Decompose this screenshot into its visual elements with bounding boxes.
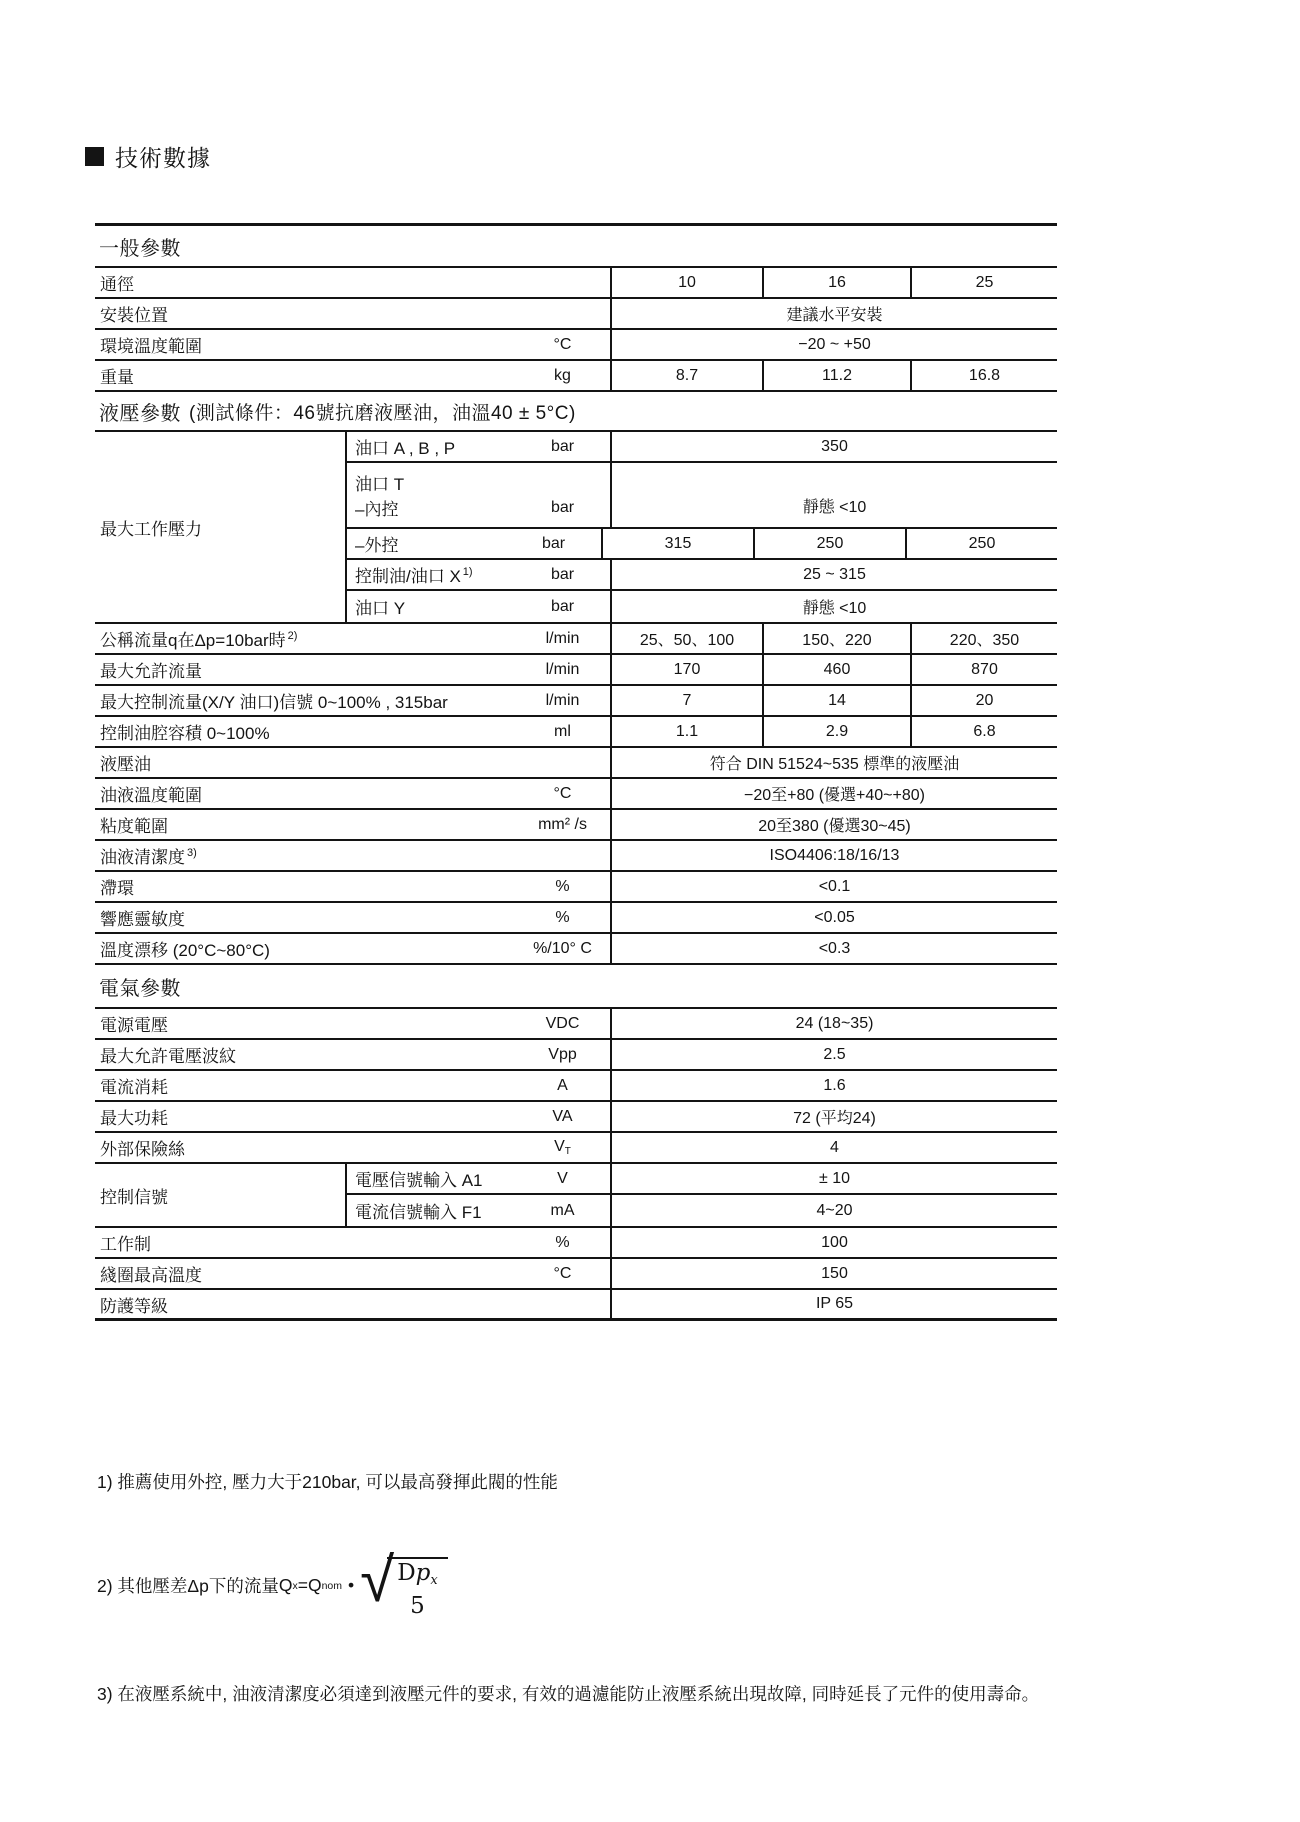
row-unit: bar <box>550 565 575 583</box>
row-value-merged: 100 <box>610 1228 1057 1257</box>
row-value-merged: −20至+80 (優選+40~+80) <box>610 779 1057 808</box>
row-label: 最大功耗 <box>100 1109 168 1128</box>
row-value-merged: 4 <box>610 1133 1057 1162</box>
row-value-merged: 4~20 <box>610 1195 1057 1226</box>
table-row <box>95 268 1057 299</box>
table-row <box>95 717 1057 748</box>
table-row <box>95 903 1057 934</box>
table-row <box>95 748 1057 779</box>
row-value: 10 <box>610 268 762 297</box>
row-unit: VA <box>552 1107 573 1125</box>
group-label: 控制信號 <box>100 1187 168 1207</box>
row-sublabel: 油口 Y <box>355 599 406 618</box>
row-label: 粘度範圍 <box>100 817 168 836</box>
row-value-merged: 72 (平均24) <box>610 1102 1057 1131</box>
row-label: 最大允許流量 <box>100 662 202 681</box>
footnote-ref: 1) <box>462 566 473 578</box>
row-label: 綫圈最高溫度 <box>100 1266 202 1285</box>
row-value: 16.8 <box>910 361 1057 390</box>
table-row <box>95 299 1057 330</box>
row-unit: A <box>557 1076 568 1094</box>
row-label: 液壓油 <box>100 755 151 774</box>
table-row <box>95 841 1057 872</box>
row-label: 控制油腔容積 0~100% <box>100 724 270 743</box>
row-unit: bar <box>550 597 575 615</box>
table-row <box>95 330 1057 361</box>
table-row <box>95 1009 1057 1040</box>
row-label: 外部保險絲 <box>100 1140 185 1159</box>
table-row <box>95 655 1057 686</box>
table-row <box>347 591 1057 622</box>
row-label: 環境溫度範圍 <box>100 337 202 356</box>
row-value: 20 <box>910 686 1057 715</box>
row-label: 電流消耗 <box>100 1078 168 1097</box>
test-condition: (測試條件：46號抗磨液壓油，油溫40 ± 5°C) <box>189 402 576 424</box>
row-label: 溫度漂移 (20°C~80°C) <box>100 941 270 960</box>
table-row <box>95 1071 1057 1102</box>
row-value-merged: <0.05 <box>610 903 1057 932</box>
row-label: 防護等級 <box>100 1296 168 1316</box>
row-value-merged: 20至380 (優選30~45) <box>610 810 1057 839</box>
row-value: 11.2 <box>762 361 910 390</box>
row-unit: °C <box>553 335 572 353</box>
footnote-2: 2) 其他壓差Δp下的流量 Q x = Q nom • √ $Dp_x$ 5 <box>97 1552 1237 1619</box>
row-value-merged: 25 ~ 315 <box>610 560 1057 589</box>
row-value: 8.7 <box>610 361 762 390</box>
square-root-formula <box>360 1546 448 1619</box>
table-row <box>347 560 1057 591</box>
row-unit: l/min <box>545 629 580 647</box>
row-unit: % <box>555 908 570 926</box>
table-row <box>95 1228 1057 1259</box>
page-title <box>85 140 1300 173</box>
row-sublabel: 油口 T –內控 <box>355 475 405 519</box>
row-value: 250 <box>753 529 905 558</box>
row-value: 170 <box>610 655 762 684</box>
row-value-merged: 150 <box>610 1259 1057 1288</box>
row-unit: VDC <box>545 1014 580 1032</box>
row-label: 工作制 <box>100 1235 151 1254</box>
row-label: 通徑 <box>100 275 134 294</box>
technical-data-table <box>95 223 1057 1321</box>
row-label: 電源電壓 <box>100 1016 168 1035</box>
row-value: 6.8 <box>910 717 1057 746</box>
row-label: 油液清潔度 $^{3)}$ <box>100 847 197 867</box>
row-sublabel: 控制油/油口 X $^{1)}$ <box>355 566 473 586</box>
row-unit: kg <box>554 366 571 384</box>
table-row <box>95 779 1057 810</box>
row-value: 25 <box>910 268 1057 297</box>
table-row <box>95 1040 1057 1071</box>
row-unit: mm² /s <box>538 815 587 833</box>
row-sublabel: –外控 <box>355 536 399 555</box>
table-row <box>347 1164 1057 1195</box>
table-row <box>347 432 1057 463</box>
row-label: 滯環 <box>100 879 134 898</box>
row-unit: % <box>555 877 570 895</box>
row-value-merged: 符合 DIN 51524~535 標準的液壓油 <box>610 748 1057 777</box>
table-row <box>347 463 1057 529</box>
table-row <box>95 1290 1057 1321</box>
row-label: 油液溫度範圍 <box>100 786 202 805</box>
bullet-square-icon <box>85 147 104 166</box>
section-heading-general: 一般參數 <box>95 226 1057 268</box>
table-row <box>95 1259 1057 1290</box>
row-value: 460 <box>762 655 910 684</box>
row-value-merged: 靜態 <10 <box>610 463 1057 527</box>
table-row <box>95 624 1057 655</box>
footnote-ref: 2) <box>287 630 298 642</box>
row-unit: % <box>555 1233 570 1251</box>
table-row <box>95 1102 1057 1133</box>
row-value: 220、350 <box>910 624 1057 653</box>
row-value: 25、50、100 <box>610 624 762 653</box>
row-label: 安裝位置 <box>100 306 168 325</box>
footnotes <box>97 1469 1237 1706</box>
row-value: 2.9 <box>762 717 910 746</box>
row-label: 最大允許電壓波紋 <box>100 1047 236 1066</box>
page-title-text: 技術數據 <box>115 145 211 171</box>
row-value: 250 <box>905 529 1057 558</box>
fraction: $Dp_x$ 5 <box>387 1557 448 1619</box>
row-value: 14 <box>762 686 910 715</box>
group-label: 最大工作壓力 <box>100 519 202 539</box>
signal-group <box>95 1164 1057 1228</box>
row-sublabel: 電流信號輸入 F1 <box>355 1203 482 1222</box>
table-row <box>95 810 1057 841</box>
row-value-merged: 2.5 <box>610 1040 1057 1069</box>
row-sublabel: 電壓信號輸入 A1 <box>355 1171 483 1190</box>
row-value: 870 <box>910 655 1057 684</box>
row-value-merged: <0.3 <box>610 934 1057 963</box>
row-unit: l/min <box>545 691 580 709</box>
row-unit: V <box>557 1169 568 1187</box>
row-value-merged: IP 65 <box>610 1290 1057 1318</box>
row-value-merged: ± 10 <box>610 1164 1057 1193</box>
row-value-merged: −20 ~ +50 <box>610 330 1057 359</box>
row-value: 1.1 <box>610 717 762 746</box>
table-row <box>347 529 1057 560</box>
row-value: 7 <box>610 686 762 715</box>
row-value-merged: 350 <box>610 432 1057 461</box>
table-row <box>95 1133 1057 1164</box>
row-value-merged: 靜態 <10 <box>610 591 1057 622</box>
row-label: 響應靈敏度 <box>100 910 185 929</box>
row-unit: ml <box>554 722 571 740</box>
radical-sign: √ <box>360 1546 395 1615</box>
pressure-group <box>95 432 1057 624</box>
row-value-merged: ISO4406:18/16/13 <box>610 841 1057 870</box>
footnote-3: 3) 在液壓系統中, 油液清潔度必須達到液壓元件的要求, 有效的過濾能防止液壓系統出現故障, 同時延長了元件的使用壽命。 <box>97 1684 1040 1704</box>
row-value: 150、220 <box>762 624 910 653</box>
section-heading-electric: 電氣參數 <box>95 965 1057 1009</box>
row-unit: bar <box>541 534 566 552</box>
row-unit: mA <box>550 1201 575 1219</box>
table-row <box>95 872 1057 903</box>
row-value-merged: 24 (18~35) <box>610 1009 1057 1038</box>
row-unit: %/10° C <box>533 939 592 957</box>
row-unit: bar <box>550 437 575 455</box>
row-unit: °C <box>553 1264 572 1282</box>
row-value-merged: 1.6 <box>610 1071 1057 1100</box>
row-value: 16 <box>762 268 910 297</box>
row-label: 重量 <box>100 368 134 387</box>
row-unit: $V_T$ <box>554 1138 571 1157</box>
footnote-ref: 3) <box>187 847 197 859</box>
section-heading-hydraulic: 液壓參數 (測試條件：46號抗磨液壓油，油溫40 ± 5°C) <box>95 392 1057 432</box>
table-row <box>95 934 1057 965</box>
row-value: 315 <box>601 529 753 558</box>
table-row <box>95 686 1057 717</box>
row-sublabel: 油口 A , B , P <box>355 439 456 458</box>
row-value-merged: <0.1 <box>610 872 1057 901</box>
row-unit: bar <box>550 499 575 516</box>
row-unit: °C <box>553 784 572 802</box>
row-value-merged: 建議水平安裝 <box>610 299 1057 328</box>
row-label: 公稱流量q在Δp=10bar時 $^{2)}$ <box>100 630 298 650</box>
row-unit: l/min <box>545 660 580 678</box>
row-label: 最大控制流量(X/Y 油口)信號 0~100% , 315bar <box>100 693 448 712</box>
footnote-1: 1) 推薦使用外控, 壓力大于210bar, 可以最高發揮此閥的性能 <box>97 1472 558 1492</box>
table-row <box>95 361 1057 392</box>
table-row <box>347 1195 1057 1226</box>
row-unit: Vpp <box>548 1045 577 1063</box>
